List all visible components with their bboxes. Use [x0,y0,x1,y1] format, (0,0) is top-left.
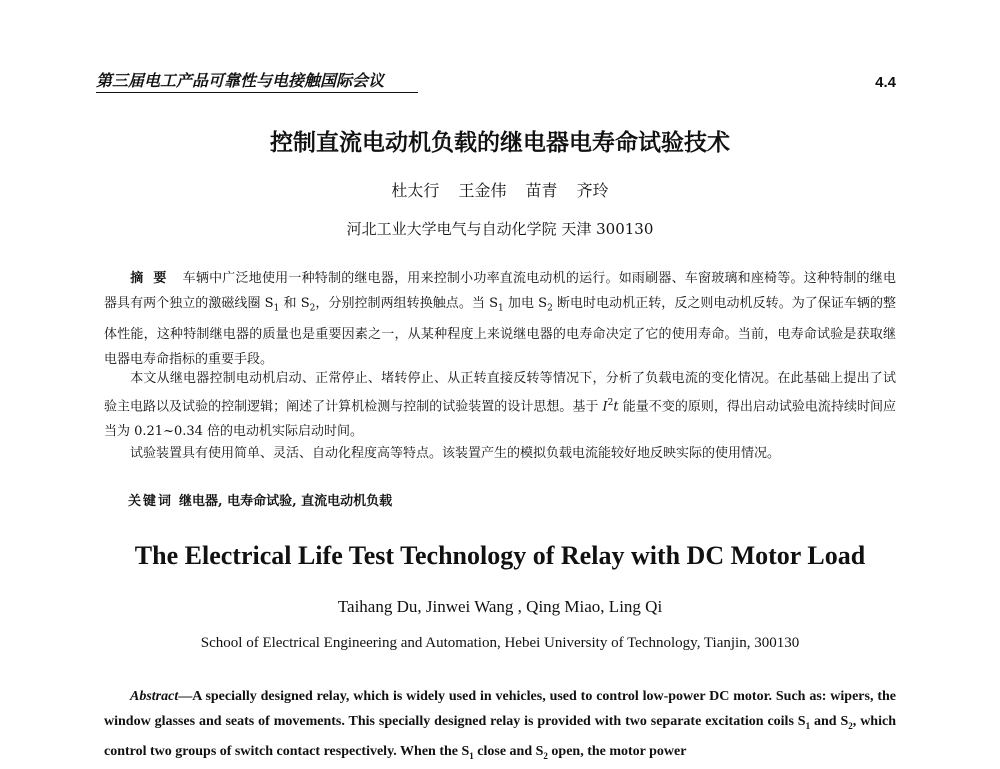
formula-variable: I [602,399,608,415]
abstract-zh-paragraph-1 [104,266,896,372]
abstract-en [104,684,896,769]
subscript: 1 [469,750,474,761]
abstract-zh-text: 加电 S [503,296,548,311]
subscript: 1 [805,720,811,731]
abstract-zh-text: 本文从继电器控制电动机启动、正常停止、堵转停止、从正转直接反转等情况下，分析了负载电流的变化情况。在此基础上提出了试验主电路以及试验的控制逻辑；阐述了计算机检测与控制的试验装置的设计思想。基于 [104,371,896,415]
affiliation-zh: 河北工业大学电气与自动化学院 天津 300130 [346,220,654,238]
conference-name: 第三届电工产品可靠性与电接触国际会议 [96,71,385,90]
abstract-en-text: open, the motor power [547,743,687,759]
abstract-en-text: and S [810,714,849,729]
header-underline [96,92,418,93]
subscript: 2 [547,303,553,314]
subscript: 2 [309,303,316,314]
subscript: 1 [498,303,504,314]
authors-en: Taihang Du, Jinwei Wang , Qing Miao, Ling Qi [337,597,663,616]
abstract-zh-text: 试验装置具有使用简单、灵活、自动化程度高等特点。该装置产生的模拟负载电流能较好地反映实际的使用情况。 [130,446,781,461]
affiliation-en: School of Electrical Engineering and Automation, Hebei University of Technology, Tianjin, 300130 [200,635,800,651]
subscript: 2 [848,720,853,731]
paper-title-en: The Electrical Life Test Technology of Relay with DC Motor Load [134,541,866,570]
abstract-en-text: —A specially designed relay, which is widely used in vehicles, used to control low-power DC motor. Such as: wipers, the window glasses and seats of movements. This specially designed relay is provided with two separate excitation coils S [104,689,896,729]
section-number: 4.4 [875,74,896,91]
authors-zh: 杜太行 王金伟 苗青 齐玲 [391,181,609,200]
paper-title-zh: 控制直流电动机负载的继电器电寿命试验技术 [270,129,730,156]
keywords-zh-label: 关键词 [128,494,174,509]
abstract-zh-text: 和 S [279,296,310,311]
abstract-zh-label: 摘要 [130,271,177,286]
abstract-en-label: Abstract [130,689,179,704]
abstract-zh-paragraph-2 [104,366,896,444]
abstract-zh-text: 车辆中广泛地使用一种特制的继电器，用来控制小功率直流电动机的运行。如雨刷器、车窗玻璃和座椅等。这种特制的继电器具有两个独立的激磁线圈 S [104,271,896,311]
abstract-zh-text: 能量不变的原则，得出启动试验电流持续时间应当为 0.21~0.34 倍的电动机实际启动时间。 [104,399,896,440]
abstract-zh-text: ，分别控制两组转换触点。当 S [315,296,498,311]
subscript: 2 [543,750,548,761]
keywords-zh [128,490,392,509]
keywords-zh-text: 继电器, 电寿命试验, 直流电动机负载 [179,494,393,509]
superscript: 2 [607,398,614,408]
abstract-en-text: close and S [473,743,544,759]
abstract-en-text: , which control two groups of switch contact respectively. When the S [104,714,896,759]
subscript: 1 [273,303,280,314]
abstract-zh-text: 断电时电动机正转，反之则电动机反转。为了保证车辆的整体性能，这种特制继电器的质量也是重要因素之一，从某种程度上来说继电器的电寿命决定了它的使用寿命。当前，电寿命试验是获取继电器电寿命指标的重要手段。 [104,296,897,367]
abstract-zh-paragraph-3 [104,441,896,466]
formula-variable: t [613,399,619,415]
